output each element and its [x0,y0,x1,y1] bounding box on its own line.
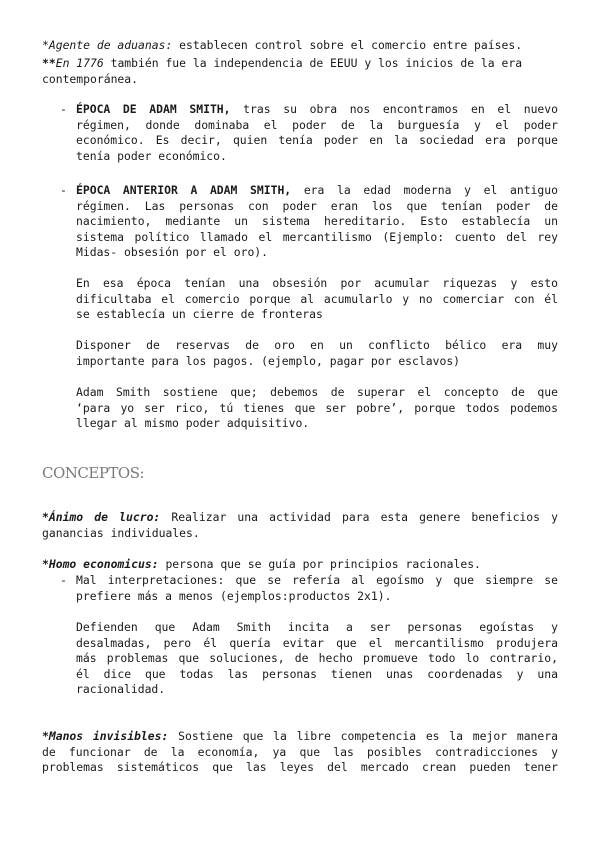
paragraph-text: importante para los pagos. (ejemplo, pagar por esclavos) [76,353,461,368]
note-text: contemporánea. [42,71,139,86]
concept-animo-lucro [42,510,558,541]
paragraph-text: de funcionar de la economía, ya que las posibles contradicciones y [42,744,558,759]
paragraph-text: tenía poder económico. [76,148,227,163]
paragraph-text: Mal interpretaciones: que se refería al egoísmo y que siempre se [76,573,558,587]
homo-item-mal-interpretaciones [76,573,558,604]
paragraph-text: nacimiento, mediante un sistema hereditario. Esto establecía un [76,214,558,229]
paragraph-obsesion [76,276,558,323]
concept-manos-invisibles [42,729,558,776]
paragraph-text: Sostiene que la libre competencia es la mejor manera [168,729,558,743]
concept-term: *Homo economicus: [42,557,159,571]
paragraph-text: Midas- obsesión por el oro). [76,245,269,260]
concept-term: *Ánimo de lucro: [42,510,161,524]
conceptos-heading: CONCEPTOS: [42,464,145,482]
paragraph-defienden [76,620,558,698]
paragraph-text: régimen, donde dominaba el poder de la burguesía y el poder [76,117,558,132]
note-text: establecen control sobre el comercio entre países. [172,38,523,52]
section-title: ÉPOCA ANTERIOR A ADAM SMITH, [76,183,292,197]
note-marker: ** [42,56,56,70]
note-1776 [42,56,558,87]
paragraph-text: prefiere más a menos (ejemplos:productos 2x1). [76,588,392,603]
note-agente-aduanas [42,38,558,54]
paragraph-text: Defienden que Adam Smith incita a ser personas egoístas y [76,620,558,634]
bullet-dash: - [60,102,67,116]
paragraph-text: problemas sistemáticos que las leyes del mercado crean pueden tener [42,760,558,775]
paragraph-text: Realizar una actividad para esta genere beneficios y [160,510,558,524]
paragraph-adam-smith-sostiene [76,385,558,432]
paragraph-text: ‘para yo ser rico, tú tienes que ser pobre’, porque todos podemos [76,400,558,415]
section-title: ÉPOCA DE ADAM SMITH, [76,102,231,116]
paragraph-text: llegar al mismo poder adquisitivo. [76,416,310,431]
section-epoca-anterior [76,183,558,261]
term-agente-aduanas: *Agente de aduanas: [42,38,173,52]
concept-homo-economicus [42,557,558,573]
paragraph-text: tras su obra nos encontramos en el nuevo [230,102,559,116]
section-epoca-adam-smith [76,102,558,164]
paragraph-text: desalmadas, pero él quería evitar que el mercantilismo produjera [76,635,558,650]
paragraph-text: económico. Es decir, quien tenía poder en la sociedad era porque [76,133,558,148]
bullet-dash: - [60,183,67,197]
paragraph-reservas-oro [76,338,558,369]
paragraph-text: él dice que todas las personas tienen unas coordenadas y una [76,666,558,681]
bullet-dash: - [60,573,67,587]
term-1776: En 1776 [55,56,104,70]
paragraph-text: Adam Smith sostiene que; debemos de superar el concepto de que [76,385,558,399]
paragraph-text: era la edad moderna y el antiguo [291,183,558,197]
paragraph-text: En esa época tenían una obsesión por acumular riquezas y esto [76,276,558,290]
paragraph-text: Disponer de reservas de oro en un conflicto bélico era muy [76,338,558,352]
note-text: también fue la independencia de EEUU y los inicios de la era [103,56,523,70]
paragraph-text: racionalidad. [76,682,166,697]
paragraph-text: régimen. Las personas con poder eran los que tenían poder de [76,198,558,213]
paragraph-text: más problemas que soluciones, de hecho promueve todo lo contrario, [76,651,558,666]
concept-term: *Manos invisibles: [42,729,169,743]
paragraph-text: ganancias individuales. [42,525,200,540]
paragraph-text: dificultaba el comercio porque al acumularlo y no comerciar con él [76,291,558,306]
paragraph-text: sistema político llamado el mercantilismo (Ejemplo: cuento del rey [76,229,558,244]
paragraph-text: se establecía un cierre de fronteras [76,307,323,322]
paragraph-text: persona que se guía por principios racionales. [158,557,481,571]
